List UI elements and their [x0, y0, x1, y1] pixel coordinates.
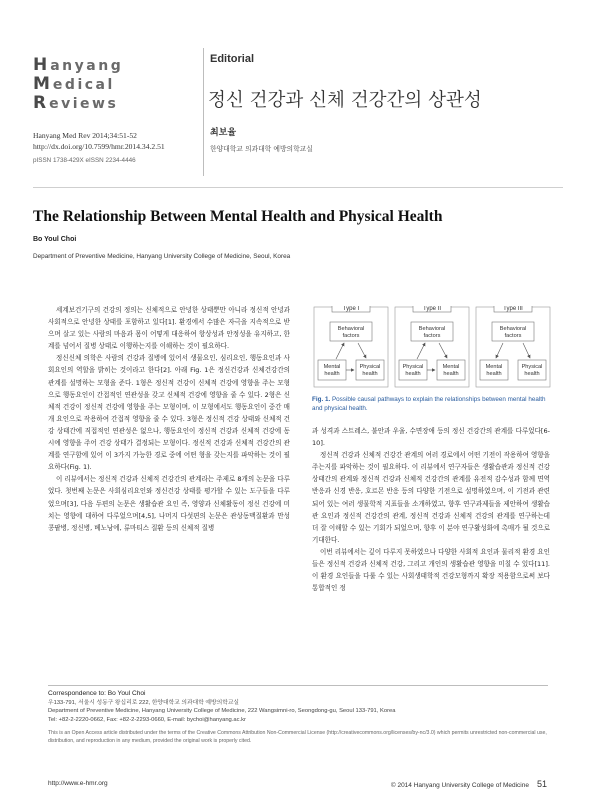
- body-column-left: [48, 304, 290, 681]
- address-english: Department of Preventive Medicine, Hanyang University College of Medicine, 222 Wangsimni-ro, Seongdong-gu, Seoul 133-791, Korea: [48, 708, 396, 715]
- box-text: health: [524, 371, 540, 377]
- copyright: © 2014 Hanyang University College of Medicine: [390, 782, 529, 789]
- logo-line-3: Reviews: [33, 93, 119, 113]
- box-text: health: [486, 371, 502, 377]
- box-text: Behavioral: [418, 326, 446, 332]
- logo-line-1: Hanyang: [33, 55, 124, 75]
- paragraph: 이번 리뷰에서는 깊이 다루지 못하였으나 다양한 사회적 요인과 물리적 환경 요인들은 정신적 건강과 신체적 건강, 그리고 개인의 생활습관 영향을 미칠 수 있다[11]. 이 환경 요인들을 다룰 수 있는 사회생태학적 건강모형까지 확장 적용함으로써 보다 통합적인 정: [312, 547, 550, 593]
- journal-metadata: [33, 130, 203, 166]
- box-text: factors: [423, 333, 441, 339]
- figure-caption: [312, 395, 552, 413]
- paragraph: 정신신체 의학은 사람의 건강과 질병에 있어서 생물요인, 심리요인, 행동요인과 사회요인의 역할을 밝히는 것이라고 한다[2]. 아래 Fig. 1은 정신건강과 신체건강간의 관계를 설명하는 모형을 준다. 1형은 정신적 건강이 신체적 건강에 영향을 주는 모형으로 행동요인이 간접적인 연관성을 갖고 신체적 건강에 영향을 줄 수 있다. 2형은 신체적 건강이 정신적 건강에 영향을 주는 모형이며, 이 모형에서도 행동요인이 중간 매개 요인으로 작용하여 간접적 영향을 줄 수 있다. 3형은 정신적 건강 상태와 신체적 건강 상태간에 직접적인 연관성은 없으나, 행동요인이 정신적 건강과 신체적 건강에 동시에 영향을 주어 건강 상태가 결정되는 모형이다. 정신적 건강과 신체적 건강간의 관계를 연구함에 있어 이 3가지 가능한 경로 중에 어떤 형을 갖는지를 파악하는 것이 필요하다(Fig. 1).: [48, 354, 290, 472]
- paragraph: 정신적 건강과 신체적 건강간 관계의 여러 경로에서 어떤 기전이 작용하여 영향을 주는지를 파악하는 것이 필요하다. 이 리뷰에서 연구자들은 생활습관과 정신적 건강상태간의 관계와 정신적 건강과 신체적 건강간의 관계를 유전적 감수성과 함께 면역 반응과 신경 반응, 호르몬 반응 등의 다양한 기전으로 설명하였으며, 이 기전과 관련되어 있는 여러 생물학적 지표들을 소개하였고, 향후 연구과제들을 제안하여 생활습관 요인과 정신적 건강간의 관계, 정신적 건강과 신체적 건강의 관계를 연구하는데 더 잘 이해할 수 있는 기회가 되었으며, 향후 이 분야 연구활성화에 촉매가 될 것으로 기대한다.: [312, 451, 550, 544]
- figure-caption-text: Possible causal pathways to explain the relationships between mental health and physical health.: [312, 396, 546, 412]
- arrow: [358, 343, 366, 358]
- health-box-right: [518, 360, 546, 380]
- korean-author: 최보율: [210, 128, 237, 138]
- english-affiliation: Department of Preventive Medicine, Hanyang University College of Medicine, Seoul, Korea: [33, 253, 291, 260]
- logo-line-2: Medical: [33, 74, 115, 94]
- paragraph: 이 리뷰에서는 정신적 건강과 신체적 건강간의 관계라는 주제로 8개의 논문을 다루었다. 첫번째 논문은 사회심리요인와 정신건강 상태를 평가할 수 있는 도구들을 다루었으며[3], 다음 두편의 논문은 생활습관 요인 즉, 영양과 신체활동이 정신 건강에 미치는 영향에 대하여 다루었으며[4,5], 나머지 다섯편의 논문은 관상동맥질환과 만성콩팥병, 정신병, 베노낭에, 류마티스 질환 등의 신체적 질병: [48, 475, 290, 532]
- health-box-left: [318, 360, 346, 380]
- header-divider: [203, 48, 204, 176]
- type-1-panel: [314, 306, 388, 387]
- box-text: Physical: [359, 364, 381, 370]
- correspondence-block: [48, 690, 548, 745]
- korean-title: 정신 건강과 신체 건강간의 상관성: [208, 90, 482, 111]
- box-text: Behavioral: [499, 326, 527, 332]
- footer-right: [391, 779, 547, 789]
- english-author: Bo Youl Choi: [33, 236, 77, 243]
- paragraph: 세계보건기구의 건강의 정의는 신체적으로 안녕한 상태뿐만 아니라 정신적 안녕과 사회적으로 안녕한 상태를 포함하고 있다[1]. 환경에서 수많은 자극을 지속적으로 받으며 살고 있는 사람의 마음과 몸이 어떻게 대응하여 항상성과 안정성을 유지하고, 한계를 넘어서 질병 상태로 이행하는지를 이해하는 것이 필요하다.: [48, 306, 290, 351]
- korean-affiliation: 한양대학교 의과대학 예방의학교실: [210, 145, 313, 153]
- type-label: Type II: [422, 306, 442, 312]
- correspondence-heading: Correspondence to: Bo Youl Choi: [48, 690, 146, 697]
- issn: pISSN 1738-429X eISSN 2234-4446: [33, 157, 136, 164]
- english-title: The Relationship Between Mental Health and Physical Health: [33, 208, 443, 225]
- arrow: [439, 343, 447, 358]
- arrow: [496, 343, 503, 358]
- citation: Hanyang Med Rev 2014;34:51-52: [33, 131, 137, 140]
- box-text: health: [324, 371, 340, 377]
- box-text: Mental: [323, 364, 341, 370]
- box-text: health: [443, 371, 459, 377]
- box-text: health: [362, 371, 378, 377]
- causal-pathways-diagram: [312, 306, 552, 388]
- box-text: factors: [342, 333, 360, 339]
- figure-1: [312, 306, 552, 388]
- journal-logo: [33, 56, 183, 112]
- address-korean: 우133-791, 서울시 성동구 왕십리로 222, 한양대학교 의과대학 예방의학교실: [48, 699, 240, 706]
- type-label: Type I: [342, 306, 360, 312]
- page-number: 51: [536, 779, 547, 789]
- health-box-left: [480, 360, 508, 380]
- correspondence-divider: [48, 685, 548, 686]
- health-box-right: [437, 360, 465, 380]
- type-label: Type III: [503, 306, 523, 312]
- arrow: [523, 343, 530, 358]
- box-text: Physical: [402, 364, 424, 370]
- journal-url[interactable]: http://www.e-hmr.org: [48, 780, 108, 787]
- box-text: Mental: [442, 364, 460, 370]
- type-2-panel: [395, 306, 469, 387]
- contact-info: Tel: +82-2-2220-0662, Fax: +82-2-2293-0660, E-mail: bychoi@hanyang.ac.kr: [48, 716, 246, 723]
- title-divider: [33, 187, 563, 188]
- license-notice: This is an Open Access article distributed under the terms of the Creative Commons Attribution Non-Commercial License (http://creativecommons.org/licenses/by-nc/3.0) which permits unrestricted non-commercial use, distribution, and reproduction in any medium, provided the original work is properly cited.: [48, 730, 547, 744]
- health-box-right: [356, 360, 384, 380]
- box-text: health: [405, 371, 421, 377]
- figure-caption-label: Fig. 1.: [312, 396, 331, 403]
- type-3-panel: [476, 306, 550, 387]
- box-text: Behavioral: [337, 326, 365, 332]
- arrow: [336, 343, 344, 359]
- arrow: [417, 343, 425, 359]
- paragraph: 과 성격과 스트레스, 불안과 우울, 수면장애 등의 정신 건강간의 관계를 다루었다[6-10].: [312, 427, 550, 448]
- doi-link[interactable]: http://dx.doi.org/10.7599/hmr.2014.34.2.51: [33, 142, 165, 151]
- box-text: Physical: [521, 364, 543, 370]
- section-label: Editorial: [210, 53, 255, 65]
- health-box-left: [399, 360, 427, 380]
- box-text: Mental: [485, 364, 503, 370]
- box-text: factors: [504, 333, 522, 339]
